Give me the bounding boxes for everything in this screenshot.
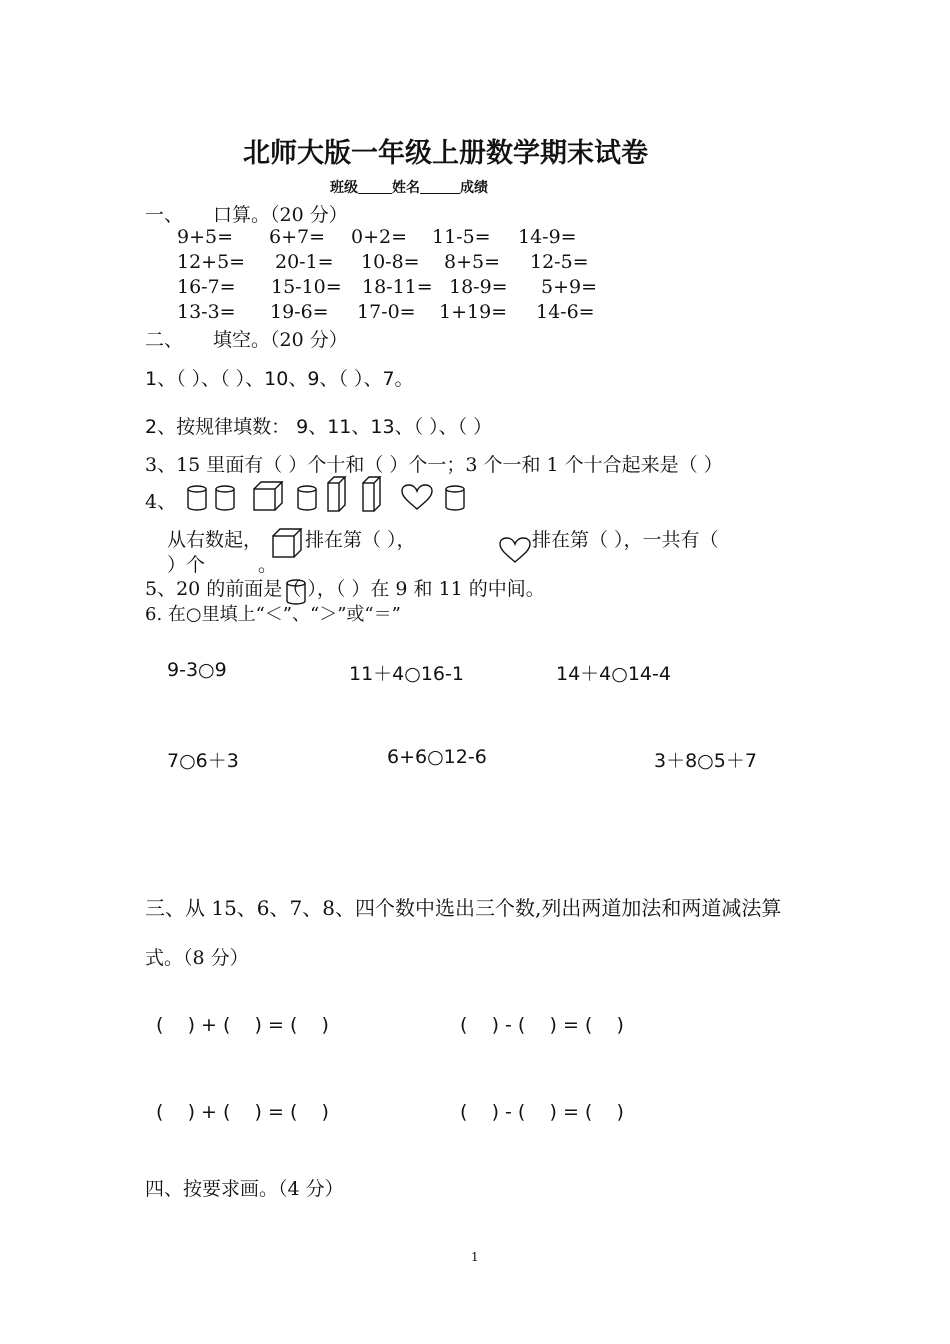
section2-heading: 填空。（20 分） bbox=[213, 329, 348, 351]
heart-icon bbox=[400, 483, 434, 511]
calc-r4-c1: 13-3= bbox=[177, 301, 236, 323]
cuboid-icon bbox=[360, 475, 382, 513]
section3-heading-line1: 三、从 15、6、7、8、四个数中选出三个数,列出两道加法和两道减法算 bbox=[145, 896, 782, 920]
q4-line-from-right: 从右数起， bbox=[167, 529, 263, 551]
cuboid-icon bbox=[325, 475, 347, 513]
calc-r3-c1: 16-7= bbox=[177, 276, 236, 298]
q4-cube-position: 排在第（ ）， bbox=[305, 529, 416, 551]
calc-r4-c3: 17-0= bbox=[357, 301, 416, 323]
calc-r4-c5: 14-6= bbox=[536, 301, 595, 323]
subtraction-equation-2: ( ) - ( ) = ( ) bbox=[460, 1101, 624, 1123]
subtraction-equation-1: ( ) - ( ) = ( ) bbox=[460, 1014, 624, 1036]
calc-r1-c3: 0+2= bbox=[351, 226, 408, 248]
calc-r2-c3: 10-8= bbox=[361, 251, 420, 273]
calc-r2-c1: 12+5= bbox=[177, 251, 246, 273]
compare-r1-c2: 11＋4○16-1 bbox=[349, 663, 464, 685]
fill-question-5: 5、20 的前面是（ ），（ ）在 9 和 11 的中间。 bbox=[145, 578, 545, 600]
fill-question-3: 3、15 里面有（ ）个十和（ ）个一；3 个一和 1 个十合起来是（ ） bbox=[145, 454, 723, 476]
score-label: 成绩 bbox=[460, 180, 488, 196]
fill-question-4-label: 4、 bbox=[145, 491, 177, 513]
cylinder-icon bbox=[296, 484, 318, 512]
calc-r2-c4: 8+5= bbox=[444, 251, 501, 273]
compare-r1-c3: 14＋4○14-4 bbox=[556, 663, 671, 685]
section2-heading-num: 二、 bbox=[145, 329, 184, 351]
fill-question-2: 2、按规律填数： 9、11、13、（ ）、（ ） bbox=[145, 416, 493, 438]
calc-r3-c2: 15-10= bbox=[271, 276, 342, 298]
name-label: 姓名 bbox=[392, 180, 420, 196]
fill-question-6: 6. 在○里填上“＜”、“＞”或“＝” bbox=[145, 604, 401, 625]
calc-r4-c4: 1+19= bbox=[439, 301, 508, 323]
info-line bbox=[330, 177, 488, 197]
calc-r1-c4: 11-5= bbox=[432, 226, 491, 248]
class-blank[interactable] bbox=[358, 179, 392, 194]
compare-r1-c1: 9-3○9 bbox=[167, 659, 227, 681]
cylinder-icon bbox=[186, 484, 208, 512]
cylinder-icon bbox=[214, 484, 236, 512]
section1-heading-num: 一、 bbox=[145, 204, 184, 226]
heart-icon bbox=[498, 536, 532, 564]
calc-r3-c5: 5+9= bbox=[541, 276, 598, 298]
section3-heading-line2: 式。（8 分） bbox=[145, 947, 249, 969]
page-title: 北师大版一年级上册数学期末试卷 bbox=[243, 138, 648, 169]
calc-r3-c3: 18-11= bbox=[362, 276, 433, 298]
q4-heart-position: 排在第（ ），一共有（ bbox=[532, 529, 719, 551]
calc-r1-c1: 9+5= bbox=[177, 226, 234, 248]
calc-r2-c5: 12-5= bbox=[530, 251, 589, 273]
calc-r2-c2: 20-1= bbox=[275, 251, 334, 273]
q4-period: 。 bbox=[258, 554, 278, 576]
compare-r2-c1: 7○6＋3 bbox=[167, 750, 239, 772]
calc-r1-c5: 14-9= bbox=[518, 226, 577, 248]
section1-heading: 口算。（20 分） bbox=[213, 204, 348, 226]
addition-equation-2: ( ) + ( ) = ( ) bbox=[156, 1101, 329, 1123]
class-label: 班级 bbox=[330, 180, 358, 196]
page-number: 1 bbox=[471, 1250, 479, 1264]
compare-r2-c3: 3＋8○5＋7 bbox=[654, 750, 757, 772]
cylinder-icon bbox=[444, 484, 466, 512]
name-blank[interactable] bbox=[420, 179, 460, 194]
addition-equation-1: ( ) + ( ) = ( ) bbox=[156, 1014, 329, 1036]
calc-r3-c4: 18-9= bbox=[449, 276, 508, 298]
q4-total-count: ）个 bbox=[167, 554, 206, 576]
compare-r2-c2: 6+6○12-6 bbox=[387, 746, 487, 768]
calc-r4-c2: 19-6= bbox=[270, 301, 329, 323]
section4-heading: 四、按要求画。（4 分） bbox=[145, 1178, 344, 1200]
cube-icon bbox=[252, 480, 284, 512]
calc-r1-c2: 6+7= bbox=[269, 226, 326, 248]
fill-question-1: 1、（ ）、（ ）、10、9、（ ）、7。 bbox=[145, 368, 414, 390]
